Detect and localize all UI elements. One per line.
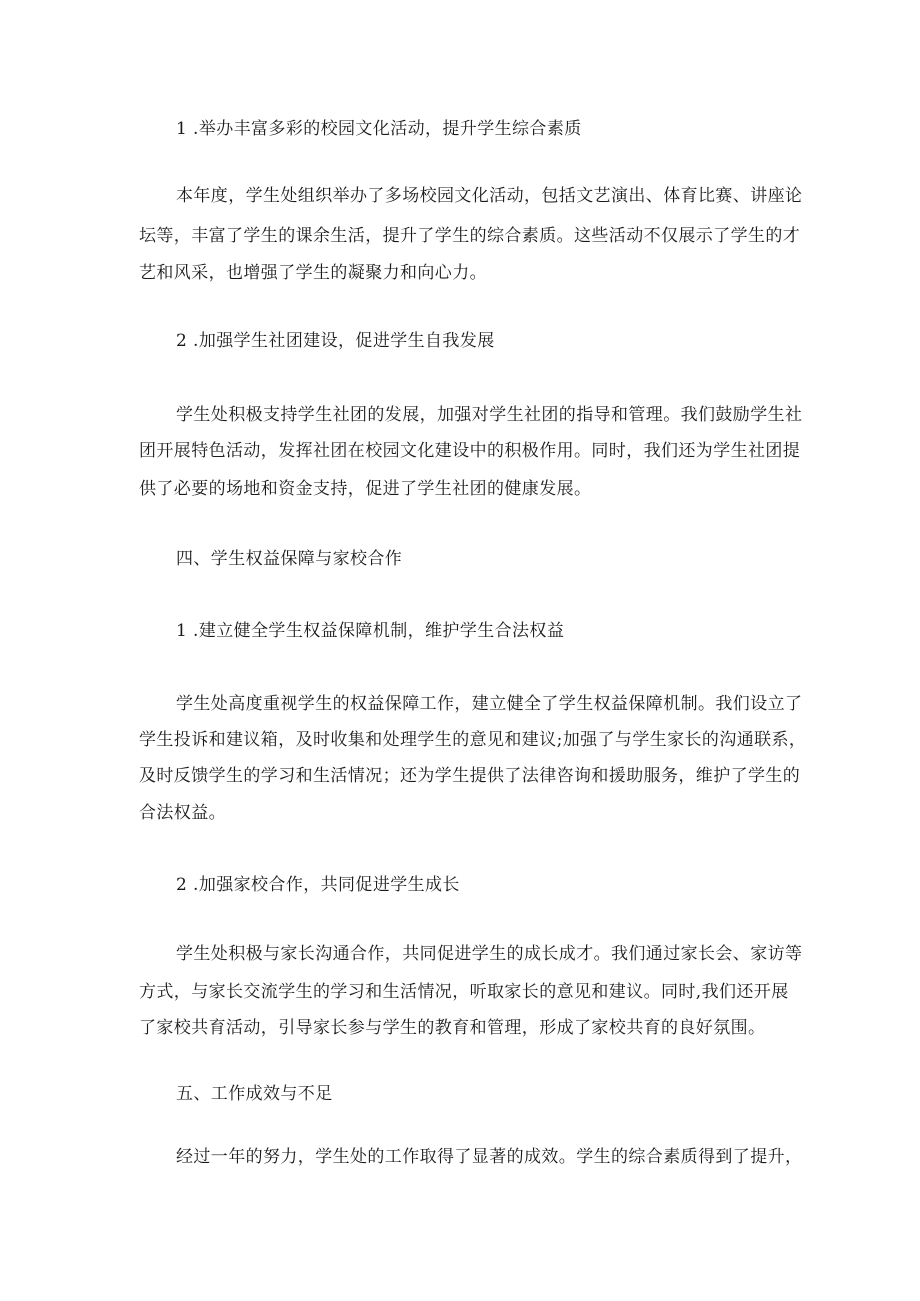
section-heading: 四、学生权益保障与家校合作 bbox=[176, 549, 403, 569]
section-heading: 五、工作成效与不足 bbox=[176, 1084, 333, 1104]
paragraph-line: 经过一年的努力，学生处的工作取得了显著的成效。学生的综合素质得到了提升， bbox=[176, 1147, 803, 1167]
paragraph-line: 及时反馈学生的学习和生活情况；还为学生提供了法律咨询和援助服务，维护了学生的 bbox=[139, 766, 801, 786]
paragraph-line: 合法权益。 bbox=[139, 803, 226, 823]
paragraph-line: 学生处高度重视学生的权益保障工作，建立健全了学生权益保障机制。我们设立了 bbox=[176, 694, 803, 714]
paragraph-line: 学生处积极与家长沟通合作，共同促进学生的成长成才。我们通过家长会、家访等 bbox=[176, 944, 803, 964]
paragraph-line: 方式，与家长交流学生的学习和生活情况，听取家长的意见和建议。同时,我们还开展 bbox=[139, 982, 789, 1002]
paragraph-line: 艺和风采，也增强了学生的凝聚力和向心力。 bbox=[139, 263, 487, 283]
section-heading: 1 .举办丰富多彩的校园文化活动，提升学生综合素质 bbox=[176, 119, 582, 139]
paragraph-line: 团开展特色活动，发挥社团在校园文化建设中的积极作用。同时，我们还为学生社团提 bbox=[139, 441, 801, 461]
paragraph-line: 学生投诉和建议箱，及时收集和处理学生的意见和建议;加强了与学生家长的沟通联系， bbox=[139, 730, 807, 750]
paragraph-line: 供了必要的场地和资金支持，促进了学生社团的健康发展。 bbox=[139, 479, 592, 499]
paragraph-line: 本年度，学生处组织举办了多场校园文化活动，包括文艺演出、体育比赛、讲座论 bbox=[176, 186, 803, 206]
section-heading: 1 .建立健全学生权益保障机制，维护学生合法权益 bbox=[176, 621, 565, 641]
paragraph-line: 了家校共育活动，引导家长参与学生的教育和管理，形成了家校共育的良好氛围。 bbox=[139, 1018, 766, 1038]
paragraph-line: 坛等，丰富了学生的课余生活，提升了学生的综合素质。这些活动不仅展示了学生的才 bbox=[139, 226, 801, 246]
section-heading: 2 .加强家校合作，共同促进学生成长 bbox=[176, 875, 460, 895]
paragraph-line: 学生处积极支持学生社团的发展，加强对学生社团的指导和管理。我们鼓励学生社 bbox=[176, 405, 803, 425]
section-heading: 2 .加强学生社团建设，促进学生自我发展 bbox=[176, 331, 495, 351]
